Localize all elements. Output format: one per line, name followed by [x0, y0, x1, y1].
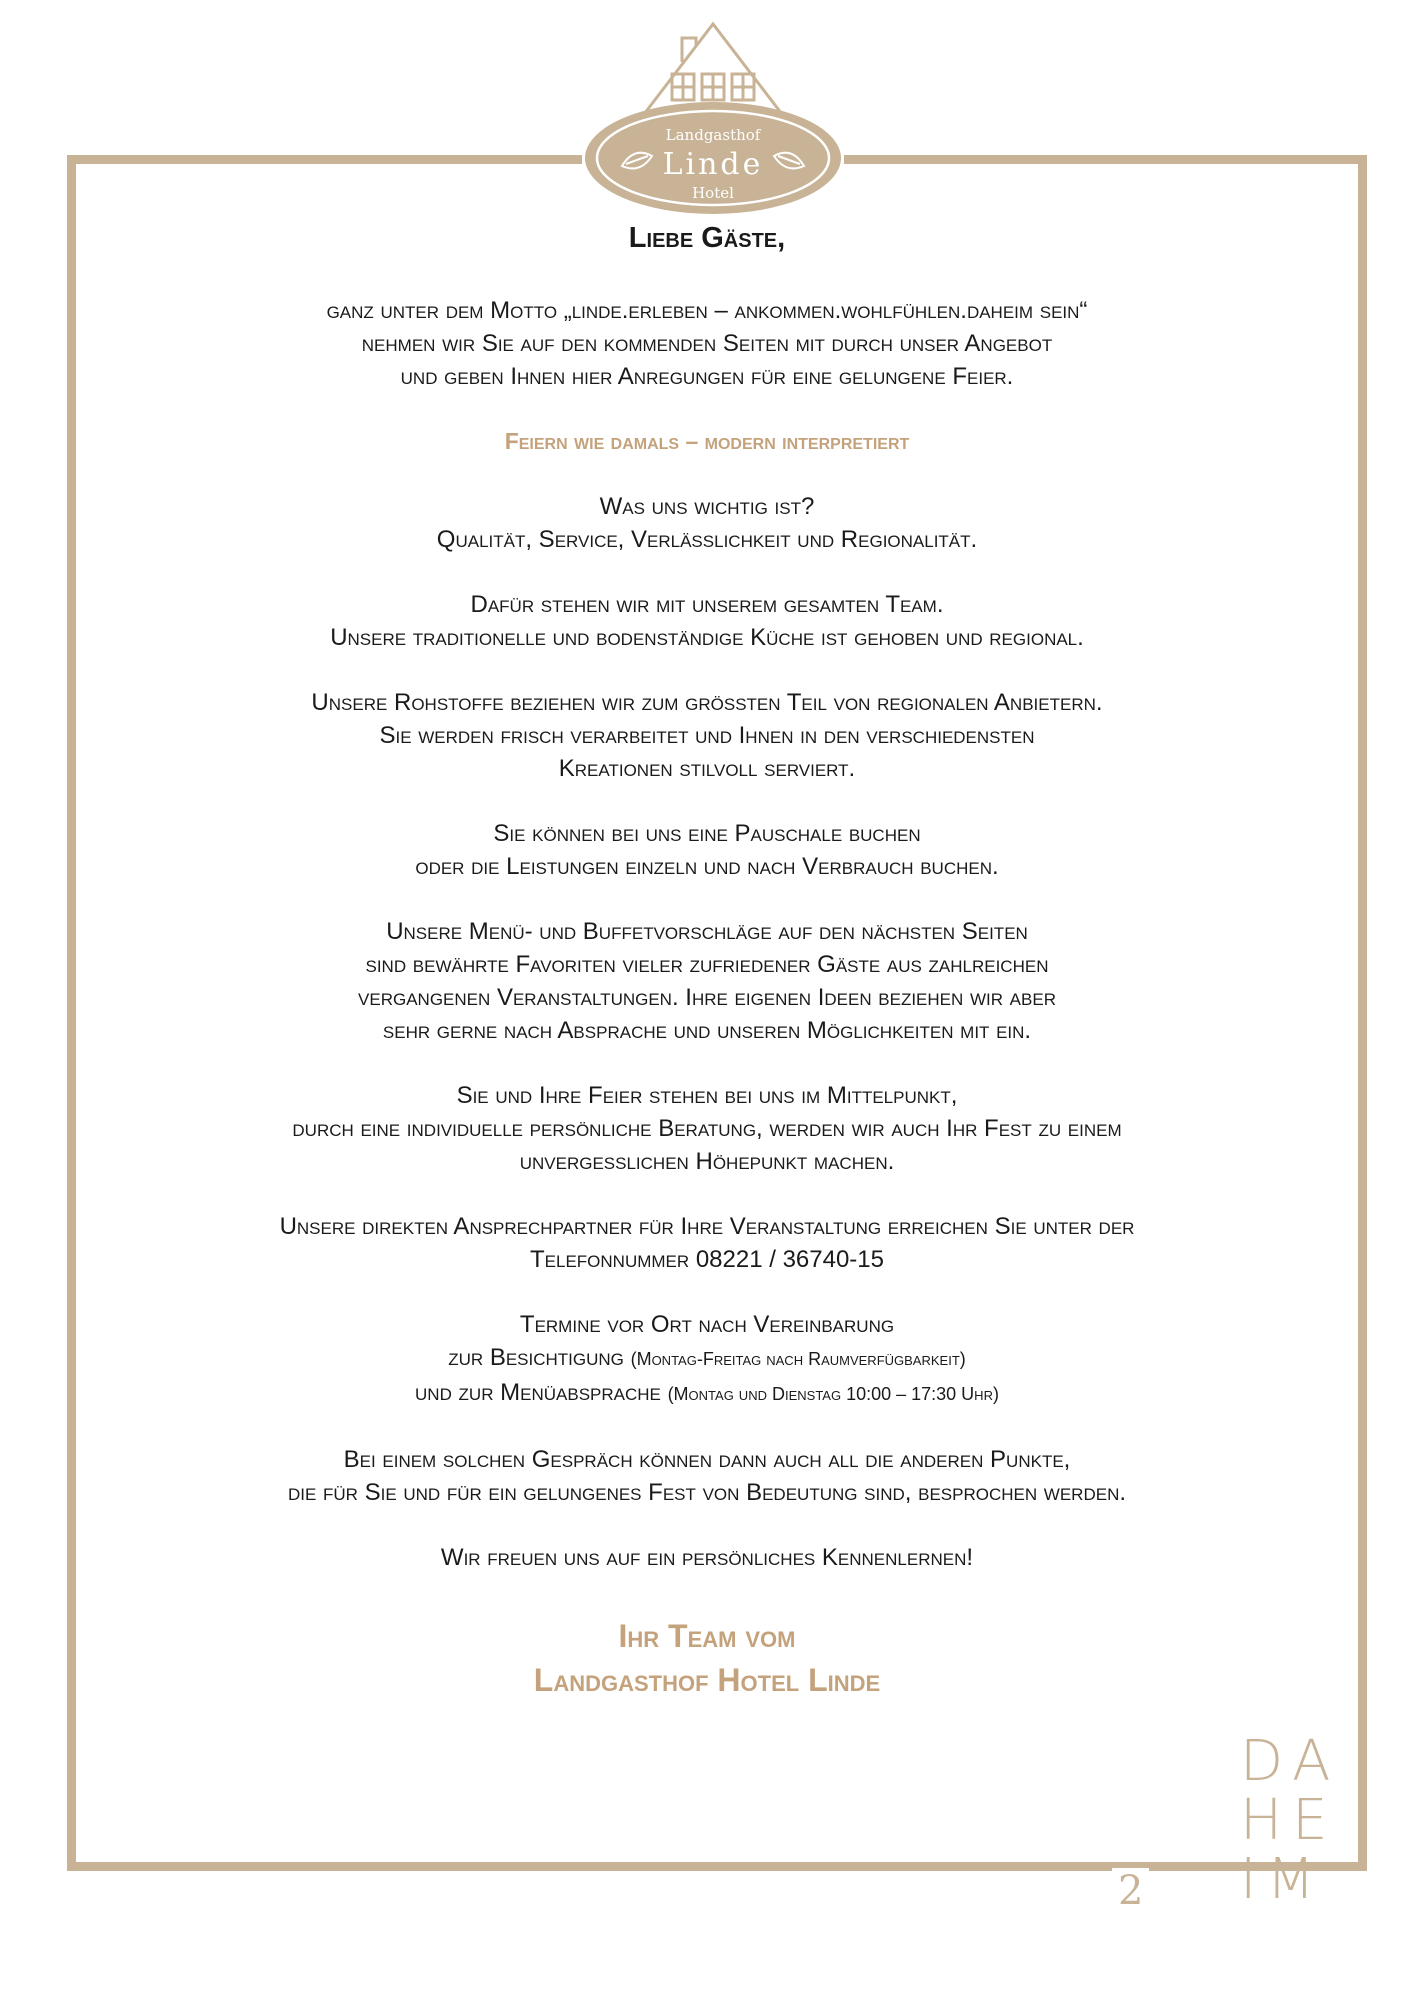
ingredients-paragraph	[90, 686, 1324, 785]
signature	[90, 1614, 1324, 1702]
tagline: Feiern wie damals – modern interpretiert	[504, 428, 910, 454]
logo-text-top: Landgasthof	[665, 126, 761, 144]
logo-text-bottom: Hotel	[692, 184, 734, 202]
values-paragraph	[90, 490, 1324, 556]
hotel-logo	[582, 18, 844, 228]
intro-line: und geben Ihnen hier Anregungen für eine gelungene Feier.	[400, 363, 1014, 390]
logo-text-main: Linde	[662, 147, 764, 182]
ingredients-line: Kreationen stilvoll serviert.	[558, 755, 856, 782]
menu-meeting-hours: (Montag und Dienstag 10:00 – 17:30 Uhr)	[667, 1384, 999, 1404]
page-number: 2	[1112, 1868, 1149, 1914]
appointments-line	[90, 1376, 1324, 1411]
contact-line: Unsere direkten Ansprechpartner für Ihre Veranstaltung erreichen Sie unter der	[279, 1213, 1135, 1240]
menu-line: sehr gerne nach Absprache und unseren Möglichkeiten mit ein.	[382, 1017, 1032, 1044]
menu-meeting-label: und zur Menüabsprache	[415, 1379, 661, 1406]
viewing-hours: (Montag-Freitag nach Raumverfügbarkeit)	[630, 1349, 966, 1369]
side-mark-line: DA	[1240, 1729, 1341, 1794]
focus-paragraph	[90, 1079, 1324, 1178]
team-paragraph	[90, 588, 1324, 654]
viewing-label: zur Besichtigung	[448, 1344, 624, 1371]
team-line: Unsere traditionelle und bodenständige Küche ist gehoben und regional.	[330, 624, 1084, 651]
appointments-paragraph	[90, 1308, 1324, 1411]
menu-line: vergangenen Veranstaltungen. Ihre eigenen Ideen beziehen wir aber	[358, 984, 1056, 1011]
values-line: Qualität, Service, Verlässlichkeit und Regionalität.	[436, 526, 978, 553]
team-line: Dafür stehen wir mit unserem gesamten Team.	[470, 591, 944, 618]
focus-line: Sie und Ihre Feier stehen bei uns im Mittelpunkt,	[456, 1082, 958, 1109]
booking-line: oder die Leistungen einzeln und nach Verbrauch buchen.	[415, 853, 999, 880]
discussion-line: Bei einem solchen Gespräch können dann auch all die anderen Punkte,	[343, 1446, 1071, 1473]
booking-line: Sie können bei uns eine Pauschale buchen	[493, 820, 921, 847]
contact-paragraph	[90, 1210, 1324, 1276]
appointments-line: Termine vor Ort nach Vereinbarung	[519, 1311, 895, 1338]
signature-line: Landgasthof Hotel Linde	[533, 1662, 881, 1698]
intro-paragraph	[90, 294, 1324, 393]
focus-line: unvergesslichen Höhepunkt machen.	[519, 1148, 895, 1175]
daheim-side-mark	[1240, 1729, 1350, 1912]
letter-greeting: Liebe Gäste,	[628, 222, 786, 254]
menu-line: Unsere Menü- und Buffetvorschläge auf den nächsten Seiten	[386, 918, 1028, 945]
letter-body	[90, 216, 1324, 1702]
phone-number: Telefonnummer 08221 / 36740-15	[529, 1246, 884, 1273]
booking-paragraph	[90, 817, 1324, 883]
appointments-line	[90, 1341, 1324, 1376]
side-mark-line: IM	[1240, 1847, 1325, 1912]
focus-line: durch eine individuelle persönliche Beratung, werden wir auch Ihr Fest zu einem	[292, 1115, 1122, 1142]
side-mark-line: HE	[1240, 1788, 1338, 1853]
values-line: Was uns wichtig ist?	[599, 493, 815, 520]
logo-graphic	[582, 18, 844, 228]
discussion-line: die für Sie und für ein gelungenes Fest von Bedeutung sind, besprochen werden.	[287, 1479, 1127, 1506]
menu-paragraph	[90, 915, 1324, 1047]
ingredients-line: Sie werden frisch verarbeitet und Ihnen in den verschiedensten	[379, 722, 1035, 749]
menu-line: sind bewährte Favoriten vieler zufriedener Gäste aus zahlreichen	[365, 951, 1049, 978]
closing-line: Wir freuen uns auf ein persönliches Kennenlernen!	[440, 1544, 974, 1571]
intro-line: ganz unter dem Motto „linde.erleben – ankommen.wohlfühlen.daheim sein“	[326, 297, 1088, 324]
discussion-paragraph	[90, 1443, 1324, 1509]
signature-line: Ihr Team vom	[618, 1618, 796, 1654]
ingredients-line: Unsere Rohstoffe beziehen wir zum größten Teil von regionalen Anbietern.	[311, 689, 1103, 716]
intro-line: nehmen wir Sie auf den kommenden Seiten mit durch unser Angebot	[361, 330, 1053, 357]
